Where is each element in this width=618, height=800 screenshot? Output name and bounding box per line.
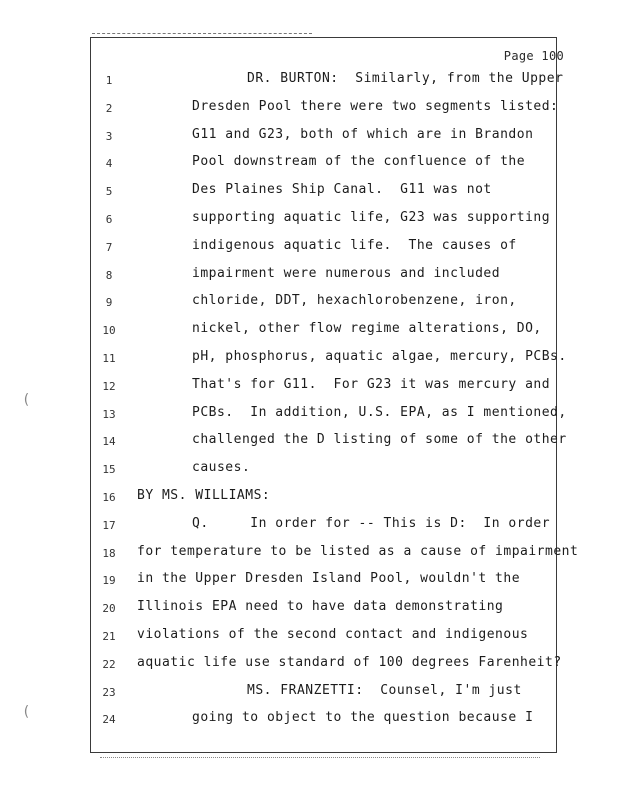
page-number: Page 100 (503, 49, 564, 63)
line-text: Pool downstream of the confluence of the (192, 154, 526, 170)
line-text: That's for G11. For G23 it was mercury and (192, 376, 551, 392)
line-text: nickel, other flow regime alterations, DO, (192, 321, 542, 337)
line-number: 1 (105, 74, 113, 87)
scan-edge-bottom (100, 757, 540, 758)
transcript-line (0, 377, 618, 397)
transcript-line (0, 99, 618, 119)
transcript-line (0, 655, 618, 675)
line-text: impairment were numerous and included (192, 265, 501, 281)
line-text: G11 and G23, both of which are in Brandon (192, 126, 534, 142)
line-number: 12 (102, 379, 116, 393)
line-number: 21 (102, 630, 116, 643)
transcript-line (0, 71, 618, 91)
transcript-line (0, 544, 618, 564)
transcript-line (0, 710, 618, 730)
line-text: challenged the D listing of some of the other (192, 432, 567, 448)
transcript-line (0, 266, 618, 286)
transcript-line (0, 627, 618, 647)
line-number: 18 (102, 546, 116, 560)
transcript-line (0, 210, 618, 230)
line-text: pH, phosphorus, aquatic algae, mercury, PCBs. (192, 349, 567, 364)
line-number: 23 (102, 685, 116, 699)
line-text: aquatic life use standard of 100 degrees Farenheit? (137, 654, 562, 670)
transcript-line (0, 599, 618, 619)
transcript-line (0, 432, 618, 452)
line-number: 17 (102, 518, 116, 532)
line-text: Dresden Pool there were two segments listed: (192, 98, 559, 114)
transcript-line (0, 293, 618, 313)
line-number: 8 (105, 268, 113, 282)
line-text: Des Plaines Ship Canal. G11 was not (192, 182, 492, 198)
transcript-line (0, 182, 618, 202)
line-number: 16 (102, 491, 116, 504)
line-text: chloride, DDT, hexachlorobenzene, iron, (192, 293, 517, 309)
line-number: 20 (102, 602, 116, 616)
line-text: Illinois EPA need to have data demonstrating (137, 599, 504, 615)
margin-mark: ( (22, 392, 31, 408)
line-number: 24 (102, 713, 116, 727)
line-text: MS. FRANZETTI: Counsel, I'm just (247, 682, 522, 698)
line-number: 15 (102, 463, 116, 477)
transcript-line (0, 516, 618, 536)
line-text: violations of the second contact and indigenous (137, 627, 529, 642)
transcript-line (0, 321, 618, 341)
line-number: 13 (102, 407, 116, 421)
line-number: 10 (102, 324, 116, 338)
line-text: in the Upper Dresden Island Pool, wouldn't the (137, 571, 521, 587)
transcript-line (0, 488, 618, 508)
transcript-line (0, 460, 618, 480)
transcript-line (0, 405, 618, 425)
margin-mark: ( (22, 704, 31, 720)
line-number: 4 (105, 157, 113, 171)
line-text: BY MS. WILLIAMS: (137, 488, 271, 503)
transcript-line (0, 349, 618, 369)
line-number: 9 (105, 296, 113, 310)
line-number: 6 (105, 213, 113, 226)
transcript-line (0, 127, 618, 147)
line-text: causes. (192, 460, 251, 476)
line-number: 3 (105, 129, 113, 143)
line-number: 5 (105, 185, 113, 199)
line-text: Q. In order for -- This is D: In order (192, 515, 551, 531)
line-number: 7 (105, 240, 113, 254)
line-text: supporting aquatic life, G23 was supporting (192, 210, 551, 225)
line-text: going to object to the question because I (192, 710, 534, 726)
transcript-line (0, 154, 618, 174)
line-text: for temperature to be listed as a cause of impairment (137, 543, 579, 559)
line-number: 2 (105, 101, 113, 115)
line-text: DR. BURTON: Similarly, from the Upper (247, 71, 564, 86)
transcript-line (0, 683, 618, 703)
transcript-line (0, 238, 618, 258)
line-text: PCBs. In addition, U.S. EPA, as I mentioned, (192, 404, 567, 420)
line-number: 19 (102, 574, 116, 588)
line-number: 14 (102, 435, 116, 449)
transcript-line (0, 571, 618, 591)
line-number: 11 (102, 352, 116, 365)
line-number: 22 (102, 657, 116, 671)
line-text: indigenous aquatic life. The causes of (192, 237, 517, 253)
